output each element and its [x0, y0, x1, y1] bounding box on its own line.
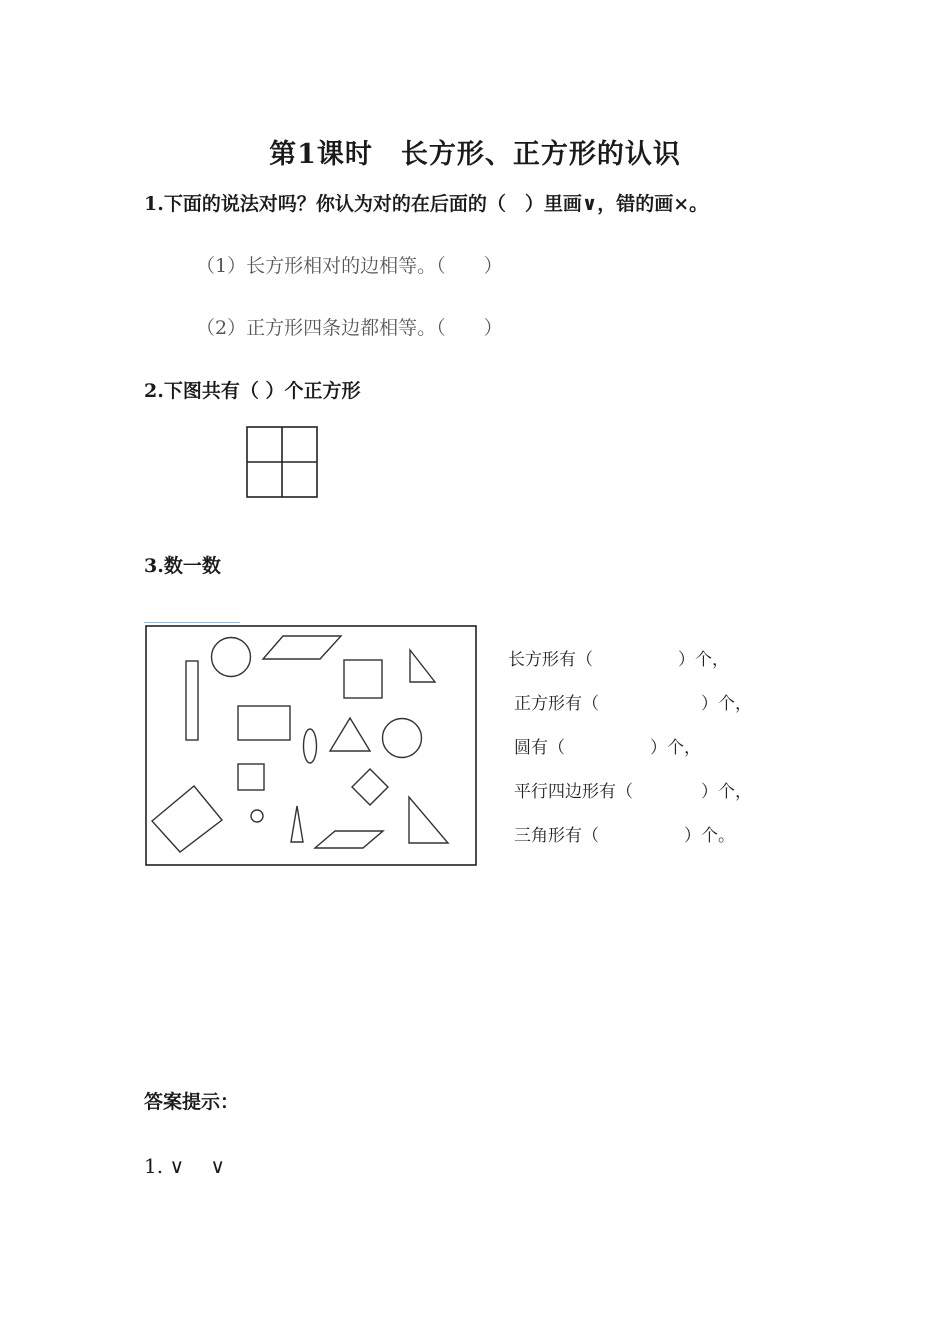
circle-shape — [251, 810, 263, 822]
parallelogram-count-label: 平行四边形有（ ）个， — [514, 782, 752, 802]
question-2-prompt: 2.下图共有（ ）个正方形 — [144, 380, 361, 402]
oval-shape — [304, 729, 317, 763]
question-3-prompt: 3.数一数 — [144, 555, 221, 577]
answers-heading: 答案提示： — [144, 1091, 240, 1113]
answers-line-1: 1. ∨ ∨ — [144, 1154, 226, 1178]
square-grid-figure — [244, 424, 320, 500]
parallelogram-shape — [263, 636, 341, 659]
parallelogram-shape — [315, 831, 383, 848]
square-shape — [344, 660, 382, 698]
triangle-shape — [409, 797, 448, 843]
circle-shape — [212, 638, 251, 677]
square-count-label: 正方形有（ ）个， — [514, 694, 752, 714]
divider — [144, 622, 240, 623]
rectangle-shape — [238, 706, 290, 740]
triangle-shape — [330, 718, 370, 751]
circle-shape — [383, 719, 422, 758]
triangle-shape — [291, 806, 303, 842]
rectangle-shape — [152, 786, 222, 852]
page-title: 第1课时 长方形、正方形的认识 — [269, 139, 681, 170]
shapes-figure — [144, 624, 480, 868]
circle-count-label: 圆有（ ）个， — [514, 738, 701, 758]
triangle-count-label: 三角形有（ ）个。 — [514, 826, 735, 846]
triangle-shape — [410, 650, 435, 682]
rectangle-count-label: 长方形有（ ）个， — [508, 650, 729, 670]
question-1-item-2: （2）正方形四条边都相等。（ ） — [196, 317, 503, 339]
question-1-item-1: （1）长方形相对的边相等。（ ） — [196, 255, 503, 277]
square-shape — [238, 764, 264, 790]
square-shape — [352, 769, 388, 805]
rectangle-shape — [186, 661, 198, 740]
question-1-prompt: 1.下面的说法对吗？你认为对的在后面的（ ）里画∨，错的画×。 — [144, 193, 709, 215]
